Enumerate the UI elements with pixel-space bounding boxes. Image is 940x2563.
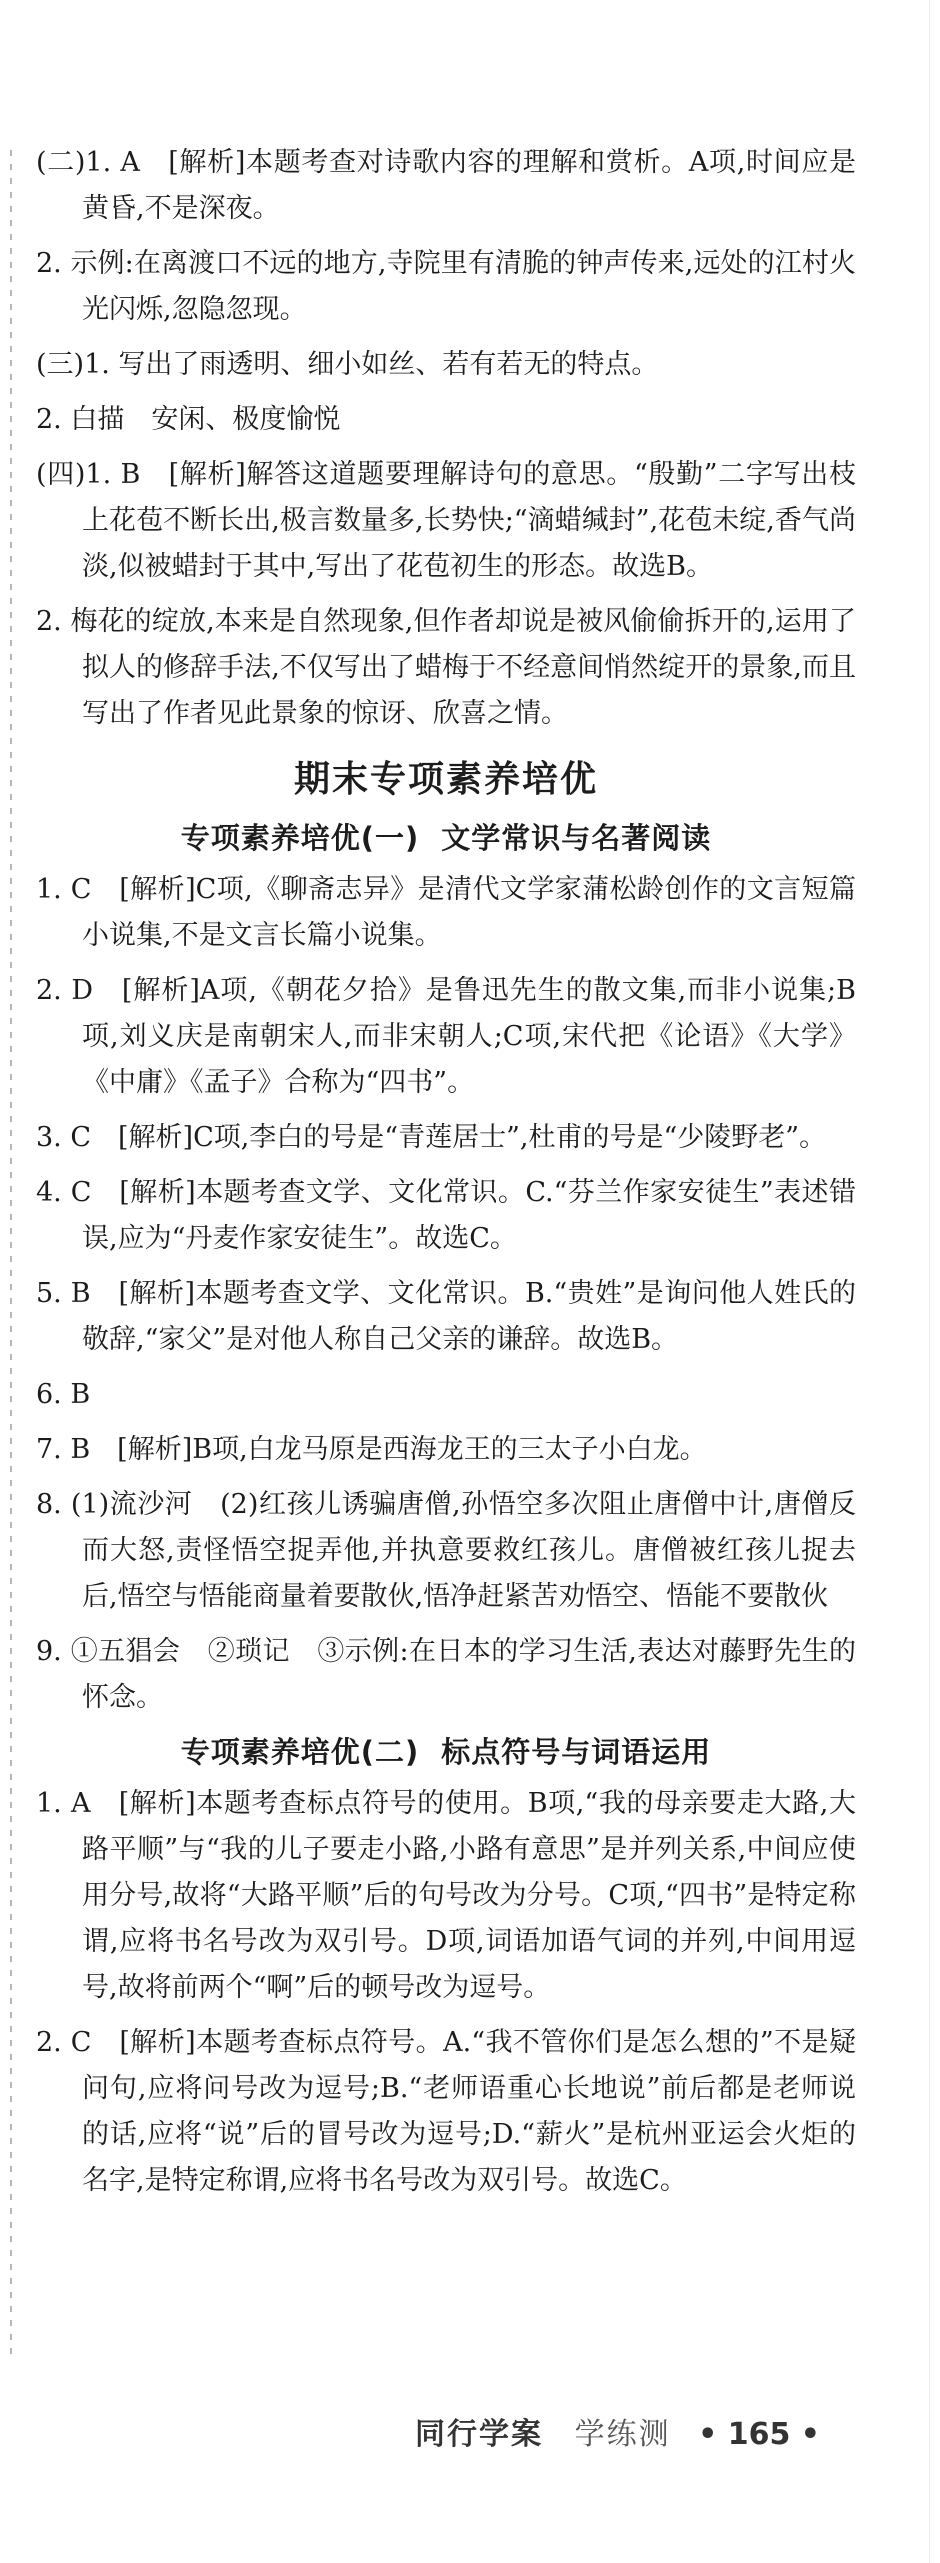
- answer-item: 2. 梅花的绽放,本来是自然现象,但作者却说是被风偷偷拆开的,运用了拟人的修辞手法,不仅写出了蜡梅于不经意间悄然绽开的景象,而且写出了作者见此景象的惊讶、欣喜之情。: [36, 606, 856, 729]
- answer-item: (四)1. B [解析]解答这道题要理解诗句的意思。“殷勤”二字写出枝上花苞不断长出,极言数量多,长势快;“滴蜡缄封”,花苞未绽,香气尚淡,似被蜡封于其中,写出了花苞初生的形态。故选B。: [36, 459, 856, 582]
- answer-item: 2. 示例:在离渡口不远的地方,寺院里有清脆的钟声传来,远处的江村火光闪烁,忽隐忽现。: [36, 248, 856, 325]
- answer-item: 1. C [解析]C项,《聊斋志异》是清代文学家蒲松龄创作的文言短篇小说集,不是文言长篇小说集。: [36, 874, 856, 951]
- answer-item: 8. (1)流沙河 (2)红孩儿诱骗唐僧,孙悟空多次阻止唐僧中计,唐僧反而大怒,责怪悟空捉弄他,并执意要救红孩儿。唐僧被红孩儿捉去后,悟空与悟能商量着要散伙,悟净赶紧苦劝悟空、悟能不要散伙: [36, 1489, 856, 1612]
- literature-answers: [36, 867, 856, 1721]
- answer-item: 2. D [解析]A项,《朝花夕拾》是鲁迅先生的散文集,而非小说集;B项,刘义庆是南朝宋人,而非宋朝人;C项,宋代把《论语》《大学》《中庸》《孟子》合称为“四书”。: [36, 975, 856, 1098]
- poetry-answers: [36, 140, 856, 737]
- answer-item: 5. B [解析]本题考查文学、文化常识。B.“贵姓”是询问他人姓氏的敬辞,“家父”是对他人称自己父亲的谦辞。故选B。: [36, 1278, 856, 1355]
- answer-item: 2. 白描 安闲、极度愉悦: [36, 404, 341, 435]
- answer-item: (三)1. 写出了雨透明、细小如丝、若有若无的特点。: [36, 349, 659, 380]
- subsection-title-2: [36, 1730, 856, 1771]
- subsection-topic: 标点符号与词语运用: [441, 1735, 712, 1769]
- answer-column: [36, 140, 856, 2213]
- answer-item: 4. C [解析]本题考查文学、文化常识。C.“芬兰作家安徒生”表述错误,应为“丹麦作家安徒生”。故选C。: [36, 1177, 856, 1254]
- answer-item: 2. C [解析]本题考查标点符号。A.“我不管你们是怎么想的”不是疑问句,应将问号改为逗号;B.“老师语重心长地说”前后都是老师说的话,应将“说”后的冒号改为逗号;D.“薪火”是杭州亚运会火炬的名字,是特定称谓,应将书名号改为双引号。故选C。: [36, 2027, 856, 2196]
- brand-name: 同行学案: [415, 2417, 544, 2452]
- answer-item: 1. A [解析]本题考查标点符号的使用。B项,“我的母亲要走大路,大路平顺”与“我的儿子要走小路,小路有意思”是并列关系,中间应使用分号,故将“大路平顺”后的句号改为分号。C项,“四书”是特定称谓,应将书名号改为双引号。D项,词语加语气词的并列,中间用逗号,故将前两个“啊”后的顿号改为逗号。: [36, 1788, 856, 2003]
- subsection-name: 专项素养培优(二): [180, 1735, 420, 1769]
- binding-margin-line: [10, 150, 12, 2360]
- series-name: 学练测: [574, 2417, 671, 2452]
- subsection-title-1: [36, 816, 856, 857]
- answer-item: 3. C [解析]C项,李白的号是“青莲居士”,杜甫的号是“少陵野老”。: [36, 1122, 827, 1153]
- subsection-topic: 文学常识与名著阅读: [441, 821, 712, 855]
- answer-item: 6. B: [36, 1379, 91, 1410]
- page-footer: [415, 2409, 820, 2453]
- answer-item: 7. B [解析]B项,白龙马原是西海龙王的三太子小白龙。: [36, 1434, 707, 1465]
- page-number: • 165 •: [698, 2417, 820, 2452]
- page-edge: [929, 0, 930, 2563]
- section-title: 期末专项素养培优: [293, 759, 598, 800]
- subsection-name: 专项素养培优(一): [180, 821, 420, 855]
- punctuation-answers: [36, 1781, 856, 2204]
- answer-item: (二)1. A [解析]本题考查对诗歌内容的理解和赏析。A项,时间应是黄昏,不是深夜。: [36, 147, 856, 224]
- answer-item: 9. ①五猖会 ②琐记 ③示例:在日本的学习生活,表达对藤野先生的怀念。: [36, 1636, 856, 1713]
